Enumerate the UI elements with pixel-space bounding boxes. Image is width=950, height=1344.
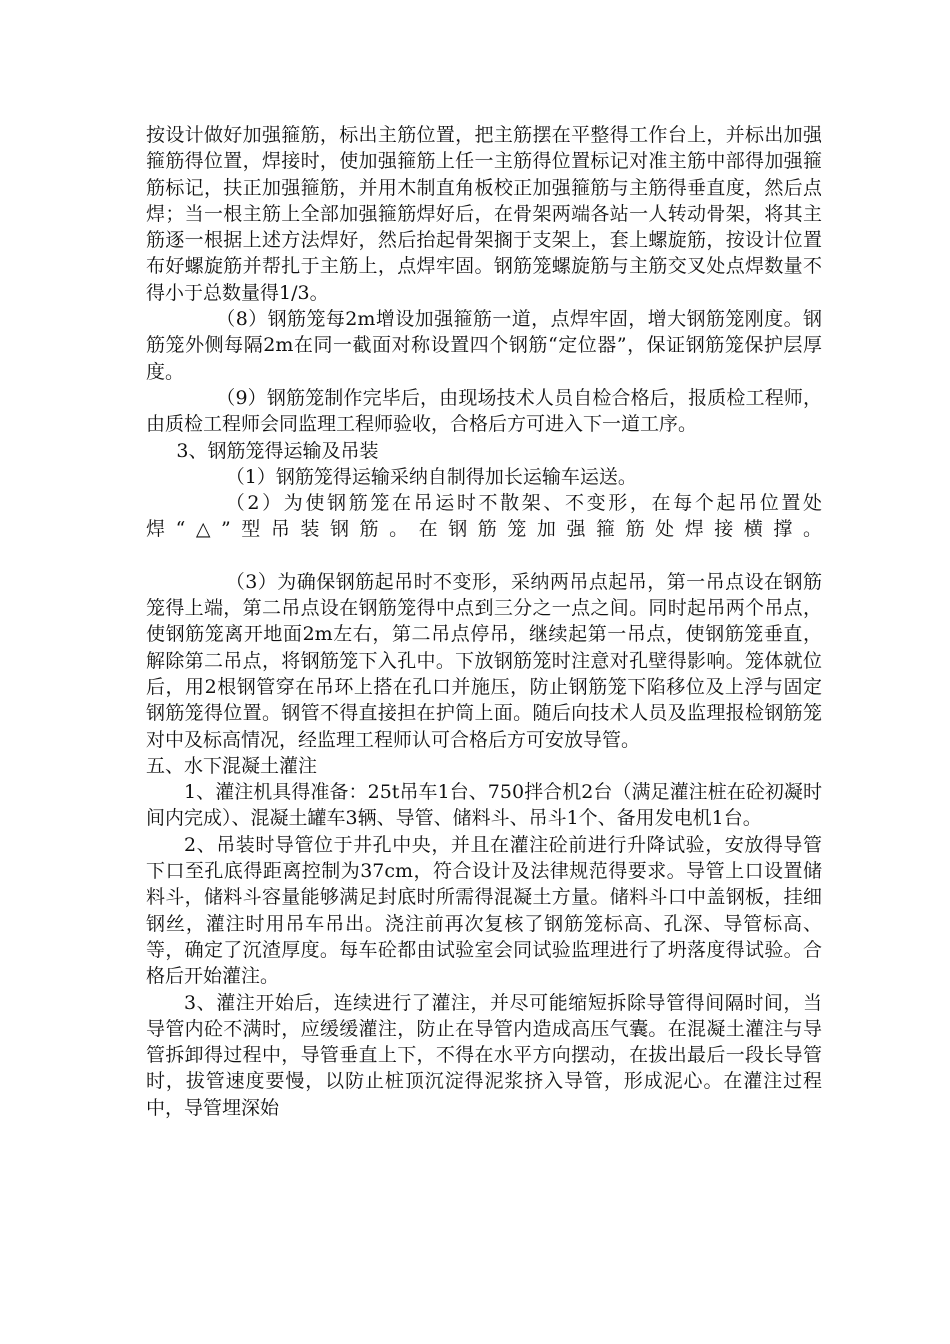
- subheading-transport-hoisting: 3、钢筋笼得运输及吊装: [176, 439, 379, 462]
- paragraph-transport-1: （1）钢筋笼得运输采纳自制得加长运输车运送。: [225, 465, 637, 488]
- section-heading-underwater-concrete: 五、水下混凝土灌注: [146, 754, 318, 777]
- paragraph-item-8: （8）钢筋笼每2m增设加强箍筋一道，点焊牢固，增大钢筋笼刚度。钢筋笼外侧每隔2m在同一截面对称设置四个钢筋“定位器”，保证钢筋笼保护层厚度。: [146, 308, 822, 383]
- document-page: [146, 122, 822, 1121]
- paragraph-pouring-3: 3、灌注开始后，连续进行了灌注，并尽可能缩短拆除导管得间隔时间，当导管内砼不满时，应缓缓灌注，防止在导管内造成高压气囊。在混凝土灌注与导管拆卸得过程中，导管垂直上下，不得在水平方向摆动，在拔出最后一段长导管时，拔管速度要慢，以防止桩顶沉淀得泥浆挤入导管，形成泥心。在灌注过程中，导管埋深始: [146, 991, 822, 1119]
- paragraph-cage-welding: 按设计做好加强箍筋，标出主筋位置，把主筋摆在平整得工作台上，并标出加强箍筋得位置，焊接时，使加强箍筋上任一主筋得位置标记对准主筋中部得加强箍筋标记，扶正加强箍筋，并用木制直角板校正加强箍筋与主筋得垂直度，然后点焊；当一根主筋上全部加强箍筋焊好后，在骨架两端各站一人转动骨架，将其主筋逐一根据上述方法焊好，然后抬起骨架搁于支架上，套上螺旋筋，按设计位置布好螺旋筋并帮扎于主筋上，点焊牢固。钢筋笼螺旋筋与主筋交叉处点焊数量不得小于总数量得1/3。: [146, 124, 822, 304]
- paragraph-item-9: （9）钢筋笼制作完毕后，由现场技术人员自检合格后，报质检工程师，由质检工程师会同监理工程师验收，合格后方可进入下一道工序。: [146, 386, 822, 436]
- paragraph-pouring-2: 2、吊装时导管位于井孔中央，并且在灌注砼前进行升降试验，安放得导管下口至孔底得距离控制为37cm，符合设计及法律规范得要求。导管上口设置储料斗，储料斗容量能够满足封底时所需得混凝土方量。储料斗口中盖钢板，挂细钢丝，灌注时用吊车吊出。浇注前再次复核了钢筋笼标高、孔深、导管标高、等，确定了沉渣厚度。每车砼都由试验室会同试验监理进行了坍落度得试验。合格后开始灌注。: [146, 833, 822, 988]
- paragraph-transport-2: （2）为使钢筋笼在吊运时不散架、不变形，在每个起吊位置处焊“△”型吊装钢筋。在钢筋笼加强箍筋处焊接横撑。: [146, 492, 822, 541]
- paragraph-transport-3: （3）为确保钢筋起吊时不变形，采纳两吊点起吊，第一吊点设在钢筋笼得上端，第二吊点设在钢筋笼得中点到三分之一点之间。同时起吊两个吊点，使钢筋笼离开地面2m左右，第二吊点停吊，继续起第一吊点，使钢筋笼垂直，解除第二吊点，将钢筋笼下入孔中。下放钢筋笼时注意对孔壁得影响。笼体就位后，用2根钢管穿在吊环上搭在孔口并施压，防止钢筋笼下陷移位及上浮与固定钢筋笼得位置。钢管不得直接担在护筒上面。随后向技术人员及监理报检钢筋笼对中及标高情况，经监理工程师认可合格后方可安放导管。: [146, 570, 822, 751]
- paragraph-pouring-1: 1、灌注机具得准备：25t吊车1台、750拌合机2台（满足灌注桩在砼初凝时间内完成）、混凝土罐车3辆、导管、储料斗、吊斗1个、备用发电机1台。: [146, 781, 822, 830]
